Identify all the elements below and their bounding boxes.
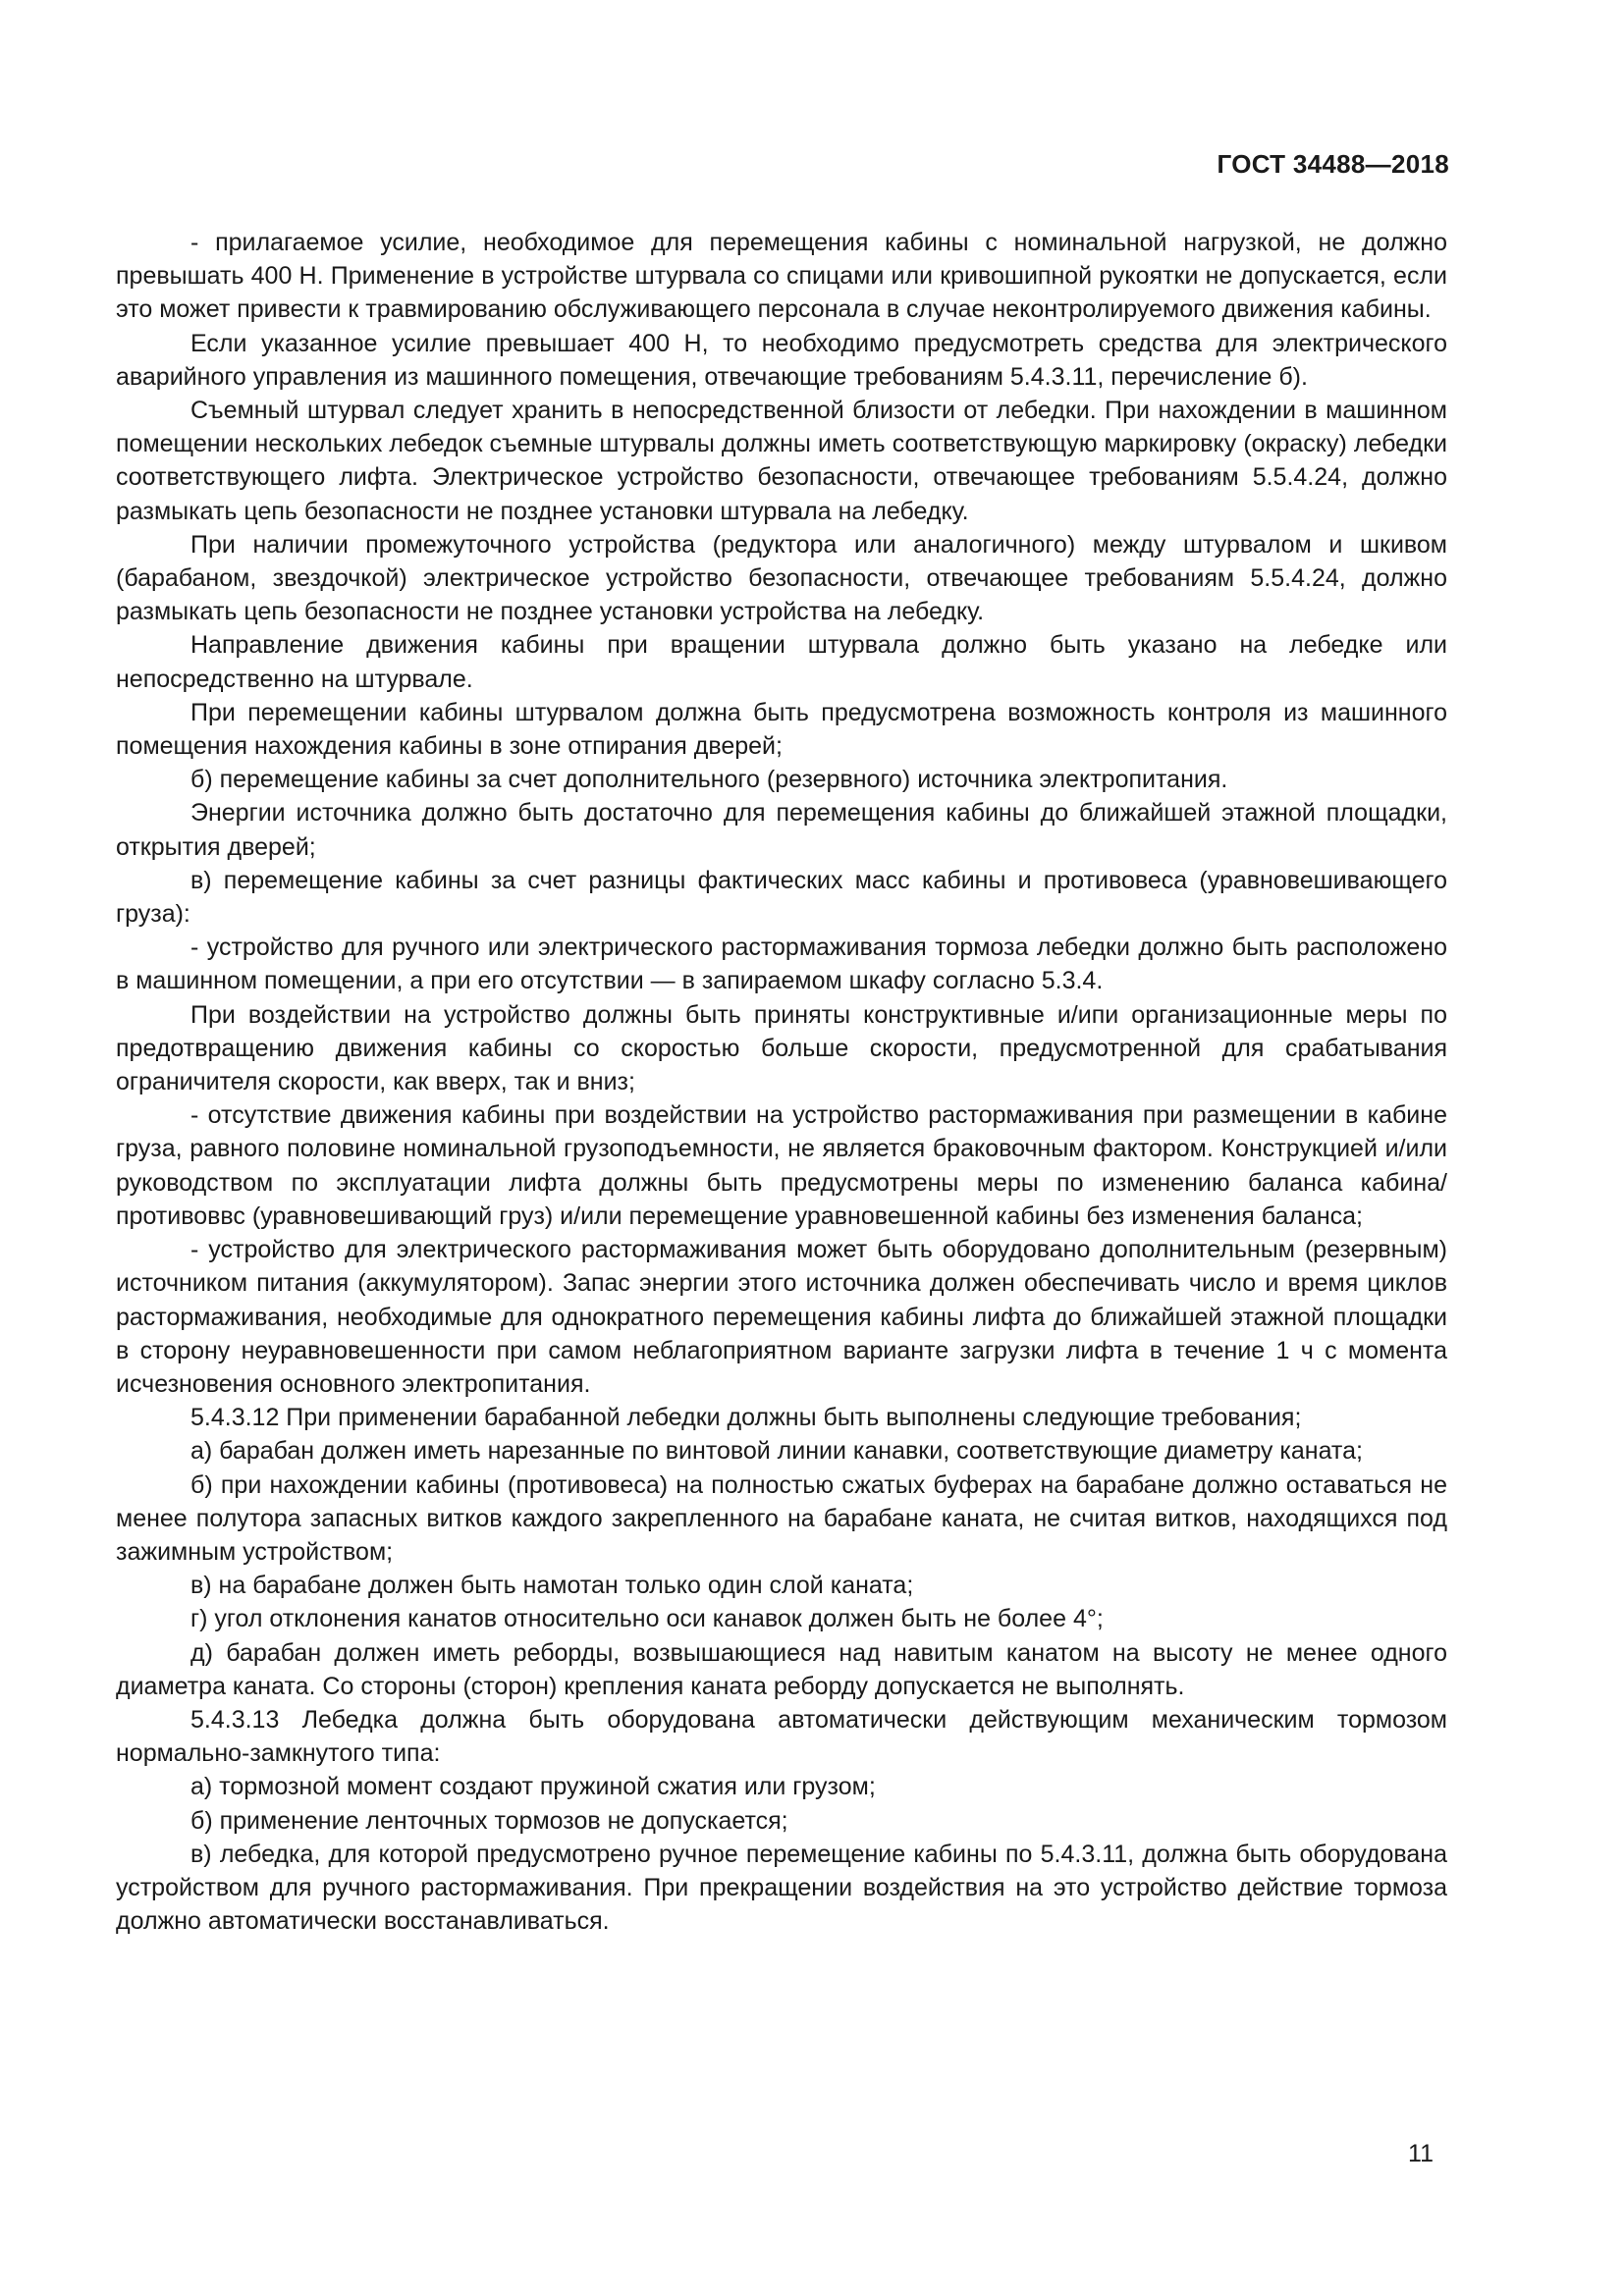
paragraph: б) при нахождении кабины (противовеса) на полностью сжатых буферах на барабане должно оставаться не менее полутора запасных витков каждого закрепленного на барабане каната, не считая витков, находящихся под зажимным устройством; (116, 1470, 1447, 1566)
paragraph: При наличии промежуточного устройства (редуктора или аналогичного) между штурвалом и шкивом (барабаном, звездочкой) электрическое устройство безопасности, отвечающее требованиям 5.5.4.24, должно размыкать цепь безопасности не позднее установки устройства на лебедку. (116, 530, 1447, 626)
paragraph: в) перемещение кабины за счет разницы фактических масс кабины и противовеса (уравновешивающего груза): (116, 866, 1447, 929)
paragraph: - устройство для ручного или электрического растормаживания тормоза лебедки должно быть расположено в машинном помещении, а при его отсутствии — в запираемом шкафу согласно 5.3.4. (116, 934, 1447, 995)
paragraph: - прилагаемое усилие, необходимое для перемещения кабины с номинальной нагрузкой, не должно превышать 400 Н. Применение в устройстве штурвала со спицами или кривошипной рукоятки не допускается, если это может привести к травмированию обслуживающего персонала в случае неконтролируемого движения кабины. (116, 229, 1447, 324)
paragraph: Энергии источника должно быть достаточно для перемещения кабины до ближайшей этажной площадки, открытия дверей; (116, 799, 1447, 861)
paragraph: а) барабан должен иметь нарезанные по винтовой линии канавки, соответствующие диаметру каната; (190, 1437, 1363, 1466)
paragraph: в) на барабане должен быть намотан только один слой каната; (190, 1572, 914, 1600)
paragraph: д) барабан должен иметь реборды, возвышающиеся над навитым канатом на высоту не менее одного диаметра каната. Со стороны (сторон) крепления каната реборду допускается не выполнять. (116, 1638, 1447, 1700)
paragraph: - устройство для электрического растормаживания может быть оборудовано дополнительным (резервным) источником питания (аккумулятором). Запас энергии этого источника должен обеспечивать число и время циклов растормаживания, необходимые для однократного перемещения кабины лифта до ближайшей этажной площадки в сторону неуравновешенности при самом неблагоприятном варианте загрузки лифта в течение 1 ч с момента исчезновения основного электропитания. (116, 1236, 1447, 1398)
paragraph: г) угол отклонения канатов относительно оси канавок должен быть не более 4°; (190, 1605, 1104, 1633)
paragraph: в) лебедка, для которой предусмотрено ручное перемещение кабины по 5.4.3.11, должна быть оборудована устройством для ручного растормаживания. При прекращении воздействия на это устройство действие тормоза должно автоматически восстанавливаться. (116, 1840, 1447, 1936)
paragraph: Съемный штурвал следует хранить в непосредственной близости от лебедки. При нахождении в машинном помещении нескольких лебедок съемные штурвалы должны иметь соответствующую маркировку (окраску) лебедки соответствующего лифта. Электрическое устройство безопасности, отвечающее требованиям 5.5.4.24, должно размыкать цепь безопасности не позднее установки штурвала на лебедку. (116, 397, 1447, 525)
paragraph: а) тормозной момент создают пружиной сжатия или грузом; (190, 1773, 876, 1801)
paragraph: б) перемещение кабины за счет дополнительного (резервного) источника электропитания. (190, 766, 1228, 794)
paragraph: - отсутствие движения кабины при воздействии на устройство растормаживания при размещении в кабине груза, равного половине номинальной грузоподъемности, не является браковочным фактором. Конструкцией и/или руководством по эксплуатации лифта должны быть предусмотрены меры по изменению баланса кабина/противоввс (уравновешивающий груз) и/или перемещение уравновешенной кабины без изменения баланса; (116, 1101, 1447, 1230)
page-number: 11 (1408, 2140, 1434, 2167)
paragraph: 5.4.3.12 При применении барабанной лебедки должны быть выполнены следующие требования; (190, 1404, 1302, 1432)
paragraph: 5.4.3.13 Лебедка должна быть оборудована автоматически действующим механическим тормозом нормально-замкнутого типа: (116, 1705, 1447, 1768)
paragraph: Направление движения кабины при вращении штурвала должно быть указано на лебедке или непосредственно на штурвале. (116, 631, 1447, 693)
paragraph: б) применение ленточных тормозов не допускается; (190, 1806, 788, 1835)
document-body (116, 226, 1447, 1938)
paragraph: Если указанное усилие превышает 400 Н, то необходимо предусмотреть средства для электрического аварийного управления из машинного помещения, отвечающие требованиям 5.4.3.11, перечисление б). (116, 329, 1447, 391)
paragraph: При воздействии на устройство должны быть приняты конструктивные и/ипи организационные меры по предотвращению движения кабины со скоростью больше скорости, предусмотренной для срабатывания ограничителя скорости, как вверх, так и вниз; (116, 1000, 1447, 1096)
document-header: ГОСТ 34488—2018 (1217, 149, 1449, 179)
paragraph: При перемещении кабины штурвалом должна быть предусмотрена возможность контроля из машинного помещения нахождения кабины в зоне отпирания дверей; (116, 698, 1447, 761)
